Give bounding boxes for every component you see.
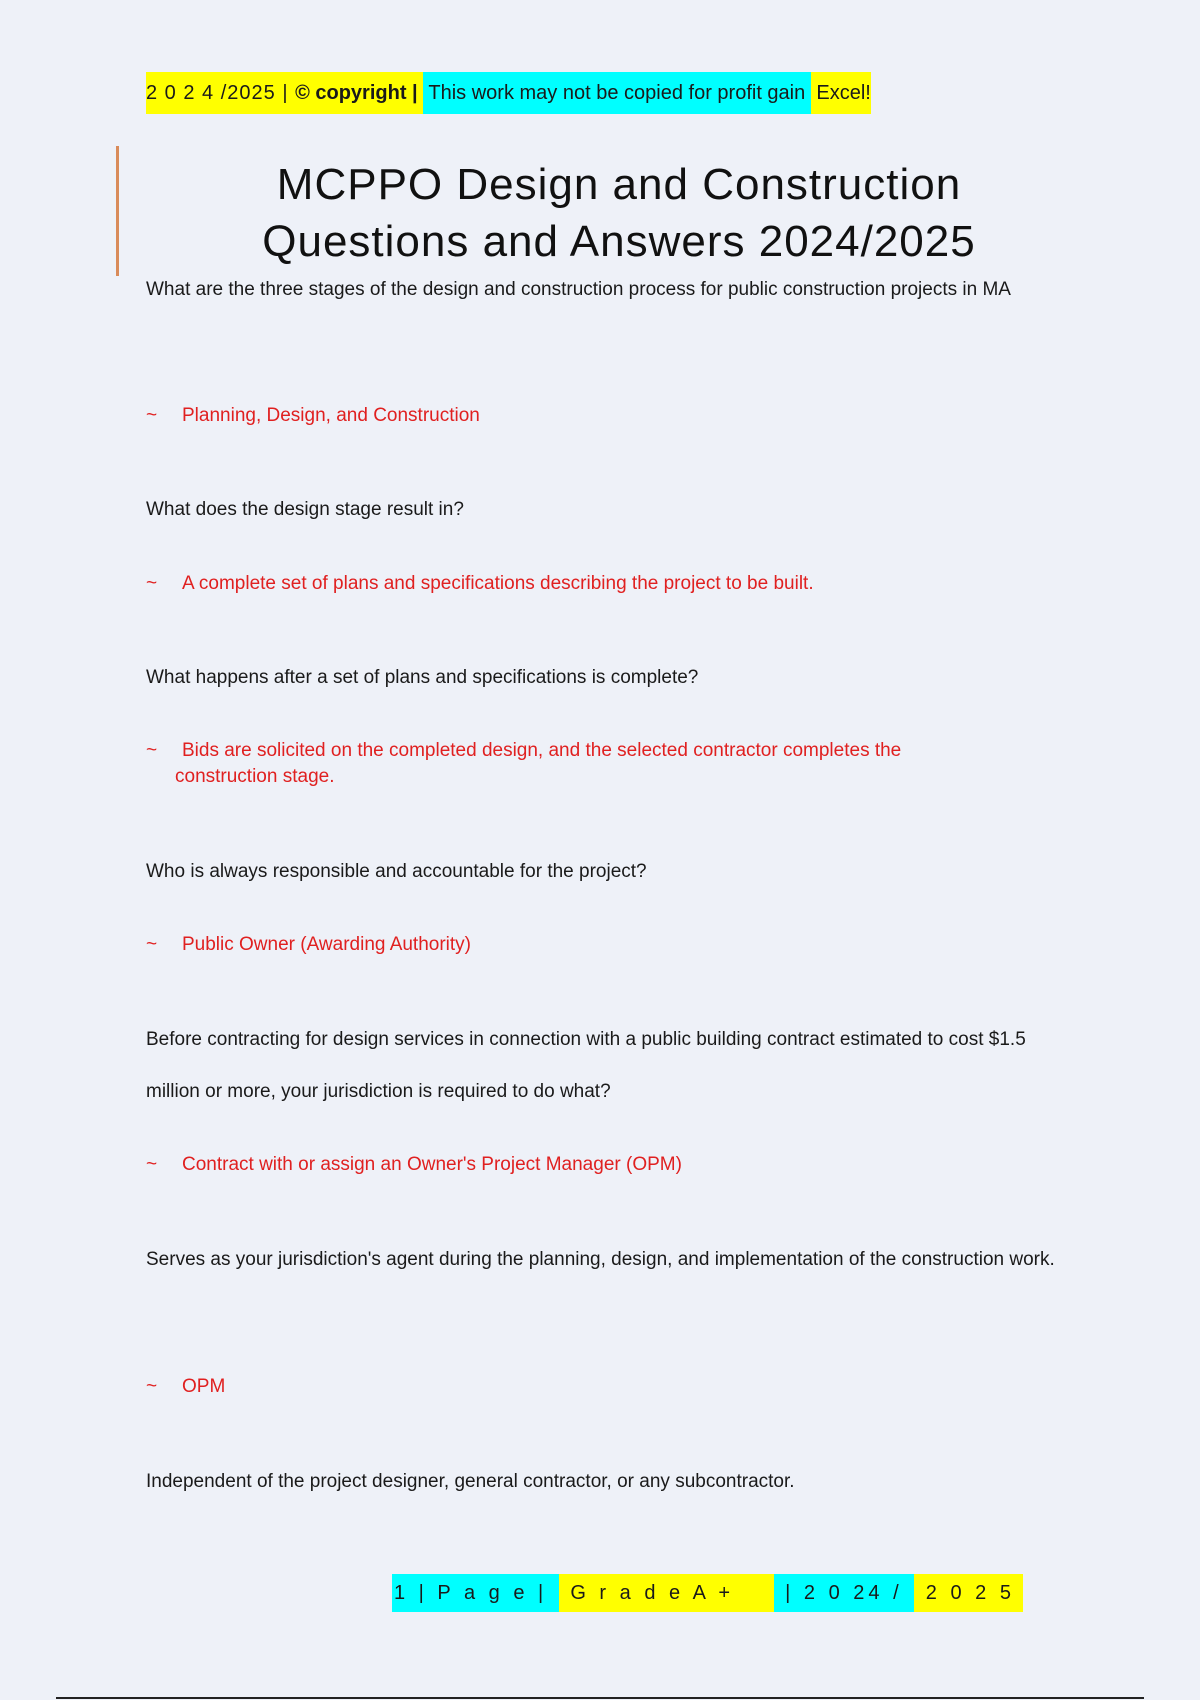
answer-text-3b: construction stage. <box>175 766 335 787</box>
title-line-2: Questions and Answers 2024/2025 <box>262 217 976 266</box>
answer-2 <box>146 571 1062 597</box>
footer-page: 1 | P a g e | <box>392 1574 559 1612</box>
answer-text-5: Contract with or assign an Owner's Project Manager (OPM) <box>182 1154 682 1175</box>
answer-marker-3: ~ <box>146 740 158 761</box>
answer-text-2: A complete set of plans and specifications describing the project to be built. <box>182 573 814 594</box>
answer-text-6: OPM <box>182 1376 226 1397</box>
question-7: Independent of the project designer, general contractor, or any subcontractor. <box>146 1471 795 1492</box>
question-3: What happens after a set of plans and specifications is complete? <box>146 667 699 688</box>
footer-banner <box>392 1574 1023 1612</box>
question-6: Serves as your jurisdiction's agent during the planning, design, and implementation of the construction work. <box>146 1249 1055 1270</box>
footer-year-a: | 2 0 24 / <box>774 1574 915 1612</box>
answer-3 <box>146 738 1062 790</box>
header-banner <box>146 72 871 114</box>
answer-6 <box>146 1374 1062 1400</box>
footer-year-b: 2 0 2 5 <box>914 1574 1023 1612</box>
answer-text-1: Planning, Design, and Construction <box>182 405 480 426</box>
answer-1 <box>146 403 1062 429</box>
answer-marker-2: ~ <box>146 573 158 594</box>
answer-4 <box>146 932 1062 958</box>
question-5: Before contracting for design services in connection with a public building contract estimated to cost $1.5 million or more, your jurisdiction is required to do what? <box>146 1029 1026 1102</box>
answer-text-4: Public Owner (Awarding Authority) <box>182 934 471 955</box>
answer-marker-6: ~ <box>146 1376 158 1397</box>
bottom-rule <box>56 1697 1144 1699</box>
header-copyright: © copyright | <box>295 72 423 114</box>
answer-text-3a: Bids are solicited on the completed design, and the selected contractor completes the <box>182 740 902 761</box>
header-year: 2 0 2 4 /2025 | <box>146 72 295 114</box>
question-4: Who is always responsible and accountable for the project? <box>146 861 647 882</box>
answer-marker-4: ~ <box>146 934 158 955</box>
answer-5 <box>146 1152 1062 1178</box>
answer-marker-1: ~ <box>146 405 158 426</box>
title-block <box>116 146 1119 276</box>
header-excel: Excel! <box>811 72 871 114</box>
footer-grade: G r a d e A + <box>559 1574 774 1612</box>
question-2: What does the design stage result in? <box>146 499 464 520</box>
page-title <box>119 156 1119 270</box>
answer-marker-5: ~ <box>146 1154 158 1175</box>
title-line-1: MCPPO Design and Construction <box>276 160 962 209</box>
header-notice: This work may not be copied for profit gain <box>423 72 811 114</box>
question-1: What are the three stages of the design and construction process for public construction projects in MA <box>146 279 1011 300</box>
